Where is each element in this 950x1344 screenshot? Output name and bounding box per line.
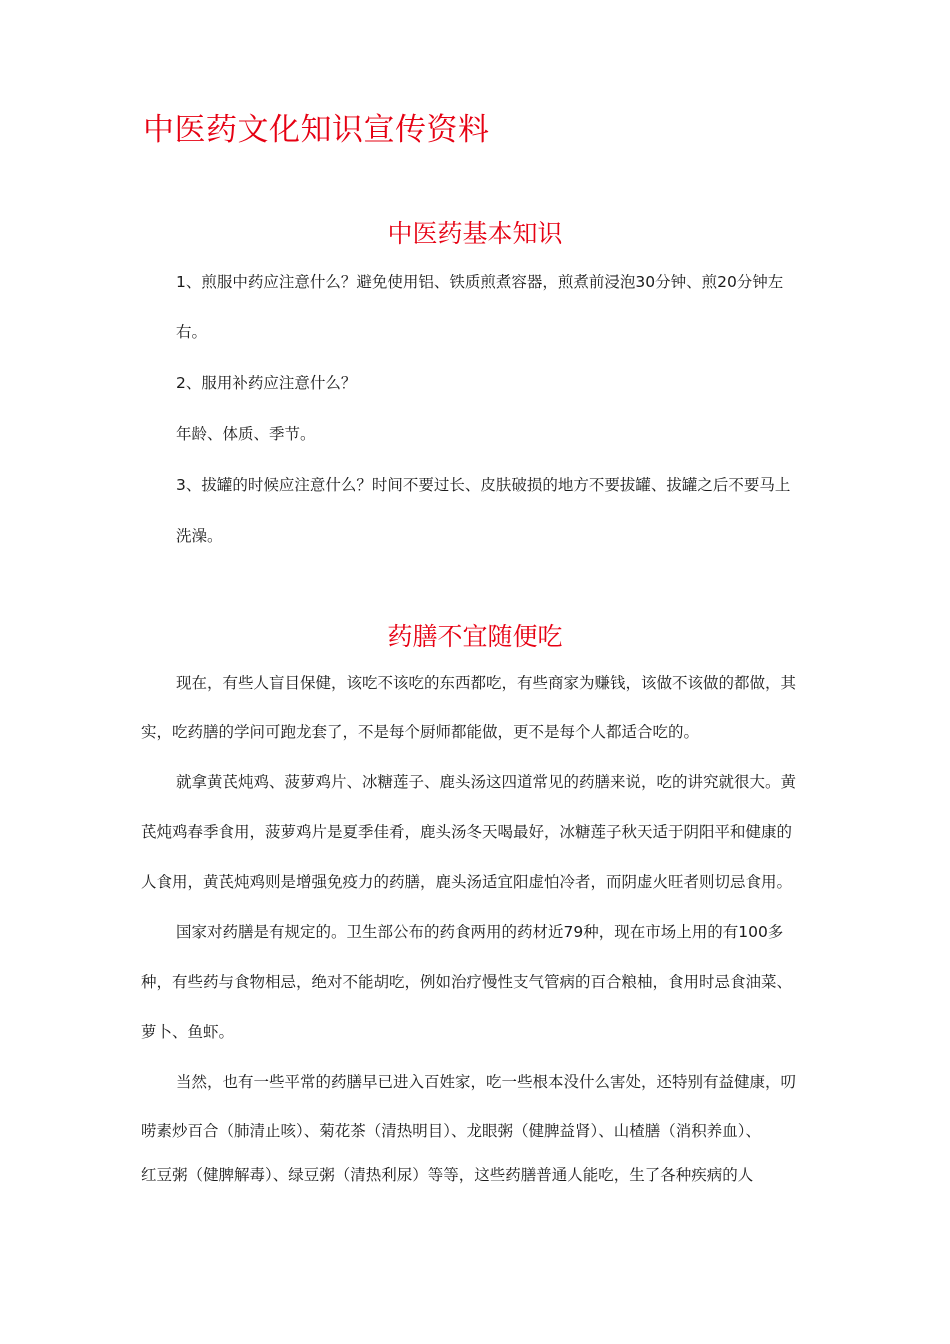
section1-line-2: 右。 xyxy=(176,323,208,341)
section2-line-11: 红豆粥（健脾解毒）、绿豆粥（清热利尿）等等，这些药膳普通人能吃，生了各种疾病的人 xyxy=(141,1166,754,1184)
section2-line-10: 唠素炒百合（肺清止咳）、菊花茶（清热明目）、龙眼粥（健脾益肾）、山楂膳（消积养血）、 xyxy=(141,1122,762,1140)
section2-line-9: 当然，也有一些平常的药膳早已进入百姓家，吃一些根本没什么害处，还特别有益健康，叨 xyxy=(176,1073,797,1091)
section2-line-4: 芪炖鸡春季食用，菠萝鸡片是夏季佳肴，鹿头汤冬天喝最好，冰糖莲子秋天适于阴阳平和健康的 xyxy=(141,823,793,841)
section2-line-6: 国家对药膳是有规定的。卫生部公布的药食两用的药材近79种，现在市场上用的有100多 xyxy=(176,923,784,941)
document-title: 中医药文化知识宣传资料 xyxy=(143,112,490,148)
section2-line-1: 现在，有些人盲目保健，该吃不该吃的东西都吃，有些商家为赚钱，该做不该做的都做，其 xyxy=(176,674,797,692)
section2-line-2: 实，吃药膳的学问可跑龙套了，不是每个厨师都能做，更不是每个人都适合吃的。 xyxy=(141,723,700,741)
section1-line-3: 2、服用补药应注意什么？ xyxy=(176,374,357,392)
section1-line-1: 1、煎服中药应注意什么？避免使用铝、铁质煎煮容器，煎煮前浸泡30分钟、煎20分钟左 xyxy=(176,273,784,291)
section2-line-5: 人食用，黄芪炖鸡则是增强免疫力的药膳，鹿头汤适宜阳虚怕冷者，而阴虚火旺者则切忌食用。 xyxy=(141,873,793,891)
section1-line-4: 年龄、体质、季节。 xyxy=(176,425,316,443)
section1-line-5: 3、拔罐的时候应注意什么？时间不要过长、皮肤破损的地方不要拔罐、拔罐之后不要马上 xyxy=(176,476,791,494)
section2-line-7: 种，有些药与食物相忌，绝对不能胡吃，例如治疗慢性支气管病的百合粮柚，食用时忌食油菜、 xyxy=(141,973,793,991)
section2-line-3: 就拿黄芪炖鸡、菠萝鸡片、冰糖莲子、鹿头汤这四道常见的药膳来说，吃的讲究就很大。黄 xyxy=(176,773,797,791)
section1-line-6: 洗澡。 xyxy=(176,527,223,545)
section2-line-8: 萝卜、鱼虾。 xyxy=(141,1023,235,1041)
section-title-basic-knowledge: 中医药基本知识 xyxy=(387,219,563,248)
section-title-medicated-diet: 药膳不宜随便吃 xyxy=(387,622,563,651)
